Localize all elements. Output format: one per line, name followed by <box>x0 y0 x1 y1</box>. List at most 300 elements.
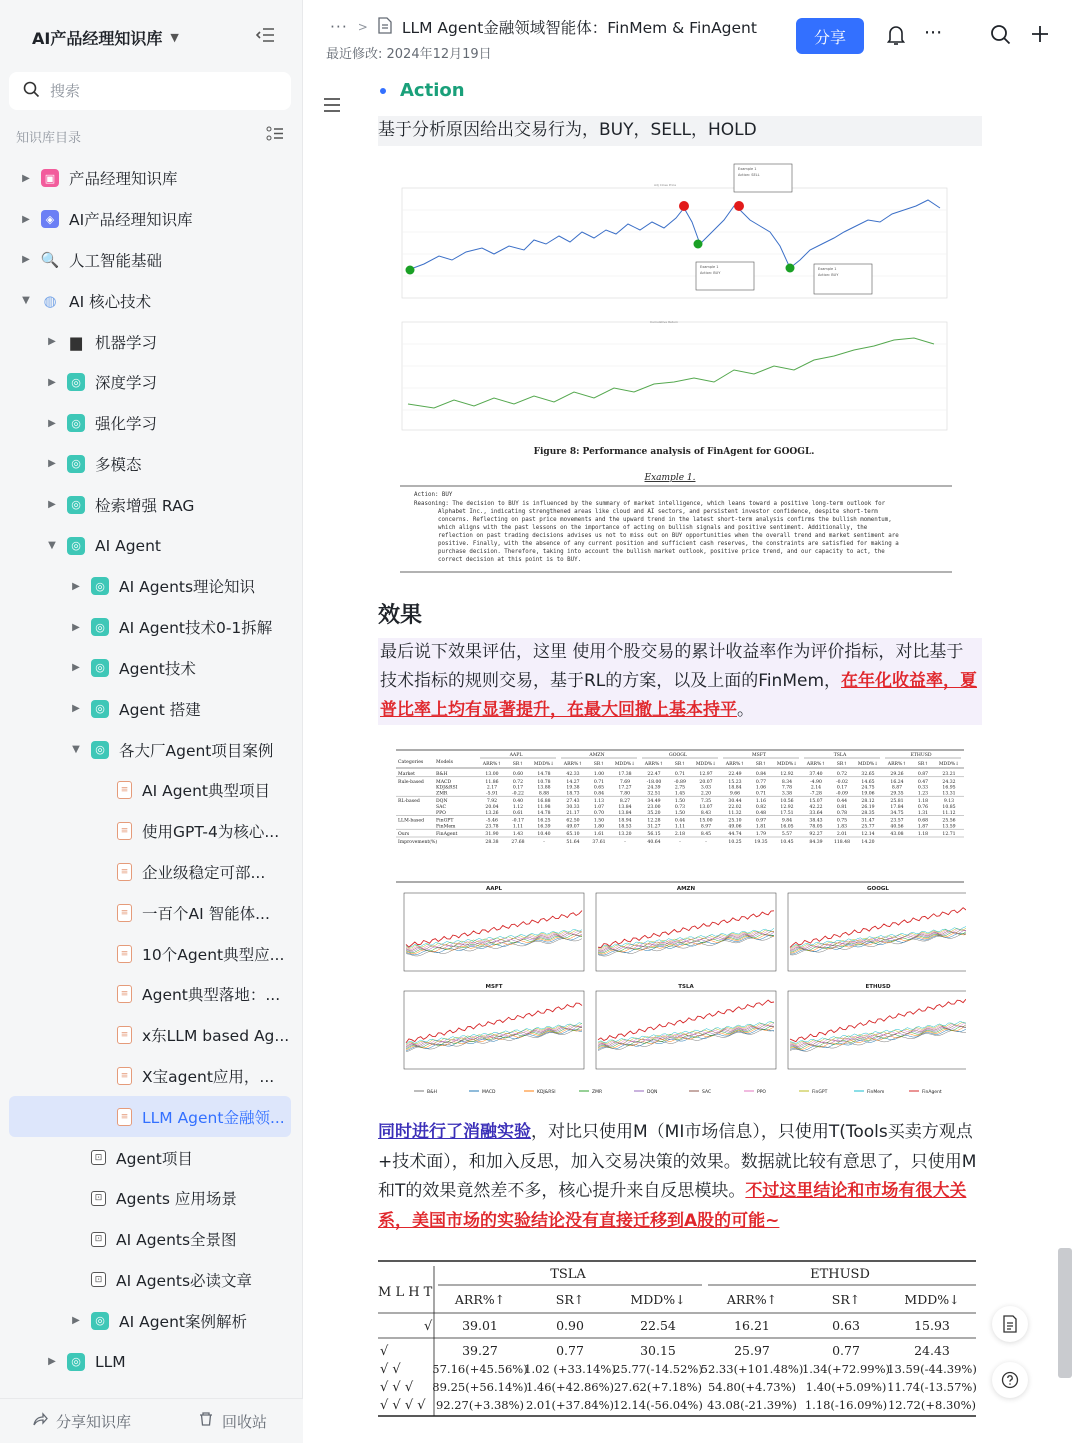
outline-toggle-icon[interactable] <box>322 96 342 119</box>
subplot-frame <box>404 893 584 971</box>
doc-action-icon[interactable] <box>992 1306 1028 1342</box>
table-cell: 0.44 <box>836 799 848 805</box>
ablation-cell: 22.54 <box>640 1318 676 1333</box>
ablation-row-marks: √ √ √ <box>380 1380 414 1395</box>
caret-right-icon[interactable]: ▶ <box>72 580 80 592</box>
table-cell: 1.45 <box>674 791 686 797</box>
table-cell: -0.17 <box>512 818 524 824</box>
tree-item-rl[interactable]: ▶ ◎ 强化学习 <box>9 403 291 444</box>
table-cell: 33.64 <box>809 810 823 816</box>
subplot-series-line <box>790 930 966 951</box>
collapse-sidebar-icon[interactable] <box>256 26 278 46</box>
ablation-cell: 52.33(+101.48%) <box>700 1362 804 1376</box>
share-icon <box>32 1411 48 1431</box>
table-category: Market <box>398 772 415 777</box>
tree-item-doc[interactable]: ≡ 使用GPT-4为核心... <box>9 811 291 852</box>
trash-icon <box>198 1411 214 1431</box>
subplot-frame <box>596 893 776 971</box>
table-sub-header: MDD%↓ <box>533 762 555 767</box>
table-sub-header: MDD%↓ <box>695 762 717 767</box>
tree-item-doc[interactable]: ≡ 10个Agent典型应... <box>9 933 291 974</box>
table-cell: 30.33 <box>566 805 580 810</box>
table-cell: 1.31 <box>917 810 929 816</box>
ablation-col-header: MDD%↓ <box>630 1292 686 1307</box>
table-cell: 34.75 <box>890 810 904 816</box>
table-cell: 1.07 <box>593 805 605 810</box>
tree-item-dl[interactable]: ▶ ◎ 深度学习 <box>9 362 291 403</box>
tree-item-board[interactable]: ⊡ AI Agents全景图 <box>9 1219 291 1260</box>
subplot-series-line <box>406 929 582 947</box>
table-cell: 15.00 <box>699 818 713 824</box>
table-group-header: AAPL <box>509 753 523 758</box>
caret-right-icon[interactable]: ▶ <box>48 336 56 348</box>
caret-right-icon[interactable]: ▶ <box>72 1315 80 1327</box>
table-category: RL-based <box>398 799 420 805</box>
table-cell: 25.56 <box>942 818 956 824</box>
table-cell: 18.94 <box>618 818 632 824</box>
kb-title-dropdown[interactable] <box>32 26 179 49</box>
table-sub-header: SR↑ <box>917 762 929 767</box>
ablation-cell: 54.80(+4.73%) <box>707 1380 797 1394</box>
caret-down-icon[interactable]: ▼ <box>22 295 30 307</box>
table-cell: -0.02 <box>836 779 848 785</box>
caret-right-icon[interactable]: ▶ <box>22 172 30 184</box>
tree-item-agent-cases[interactable]: ▼ ◎ 各大厂Agent项目案例 <box>9 729 291 770</box>
caret-down-icon: ▼ <box>170 31 179 44</box>
figure-ablation-table <box>378 1258 978 1418</box>
document-icon <box>378 17 392 38</box>
table-cell: 19.38 <box>566 785 580 791</box>
table-cell: 23.21 <box>942 772 956 777</box>
ablation-col-header: ARR%↑ <box>726 1292 778 1307</box>
last-modified: 最近修改: 2024年12月19日 <box>326 47 492 62</box>
legend-label: DQN <box>647 1090 658 1095</box>
table-cell: 8.97 <box>700 824 712 830</box>
tree-item-ai-basics[interactable]: ▶ 🔍 人工智能基础 <box>9 240 291 281</box>
table-cell: 11.12 <box>942 810 956 816</box>
tree-item-board[interactable]: ⊡ AI Agents必读文章 <box>9 1260 291 1301</box>
table-cell: 10.85 <box>942 805 956 810</box>
ablation-cell: 92.27(+3.38%) <box>435 1398 525 1412</box>
tree-item-ai-core[interactable]: ▼ ◍ AI 核心技术 <box>9 280 291 321</box>
table-cell: - <box>543 840 545 845</box>
table-cell: 1.00 <box>593 772 605 777</box>
ablation-mlht-header: M L H T <box>378 1285 433 1300</box>
table-group-header: TSLA <box>833 753 847 758</box>
table-cell: 40.64 <box>647 840 661 845</box>
ablation-cell: 39.27 <box>462 1343 498 1358</box>
table-cell: 0.75 <box>836 818 848 824</box>
ablation-col-header: ARR%↑ <box>454 1292 506 1307</box>
table-cell: 34.49 <box>647 799 661 805</box>
kb-title: AI产品经理知识库 <box>32 29 163 48</box>
doc-folder-icon: ◎ <box>67 496 85 514</box>
table-sub-header: ARR%↑ <box>806 762 826 767</box>
table-sub-header: SR↑ <box>755 762 767 767</box>
table-cell: 31.90 <box>485 832 499 838</box>
table-cell: 16.95 <box>942 785 956 791</box>
tree-item-pm-kb[interactable]: ▶ ▣ 产品经理知识库 <box>9 158 291 199</box>
table-header-cell: Models <box>436 760 453 765</box>
bell-icon[interactable] <box>886 24 906 51</box>
caret-right-icon[interactable]: ▶ <box>72 621 80 633</box>
table-cell: 0.87 <box>917 772 929 777</box>
table-cell: 7.80 <box>619 791 631 797</box>
legend-label: SAC <box>702 1090 712 1095</box>
directory-label: 知识库目录 <box>16 130 82 146</box>
figure1-action: Action: BUY <box>414 492 453 498</box>
legend-label: B&H <box>427 1090 437 1095</box>
svg-text:Action: BUY: Action: BUY <box>818 273 839 277</box>
kb-tree <box>9 158 291 1382</box>
breadcrumb <box>330 16 757 38</box>
ablation-cell: 30.15 <box>640 1343 676 1358</box>
caret-right-icon[interactable]: ▶ <box>72 662 80 674</box>
figure1-reasoning-line: Alphabet Inc., indicating strengthened areas like cloud and AI sectors, and persistent investor confidence, despite short-term <box>438 509 878 515</box>
doc-folder-icon: ◎ <box>67 414 85 432</box>
tree-item-llm[interactable]: ▶ ◎ LLM <box>9 1341 291 1382</box>
table-cell: 2.18 <box>674 832 686 838</box>
table-sub-header: MDD%↓ <box>614 762 636 767</box>
ablation-cell: 11.74(-13.57%) <box>887 1380 977 1394</box>
table-cell: 0.71 <box>593 779 605 785</box>
ablation-col-header: SR↑ <box>831 1292 861 1307</box>
tree-item-case-analysis[interactable]: ▶ ◎ AI Agent案例解析 <box>9 1300 291 1341</box>
table-cell: 13.20 <box>618 832 632 838</box>
search-box[interactable] <box>9 72 291 110</box>
table-sub-header: ARR%↑ <box>644 762 664 767</box>
more-icon[interactable]: ··· <box>924 22 943 44</box>
tree-item-doc[interactable]: ≡ Agent典型落地：... <box>9 974 291 1015</box>
table-cell: 28.12 <box>861 799 875 805</box>
figure1-example-title: Example 1. <box>644 473 696 483</box>
table-cell: 0.71 <box>674 772 686 777</box>
table-cell: 23.00 <box>647 805 661 810</box>
tree-item-doc[interactable]: ≡ AI Agent典型项目 <box>9 770 291 811</box>
ablation-cell: 25.77(-14.52%) <box>613 1362 703 1376</box>
directory-header <box>16 126 284 146</box>
ablation-cell: 2.01(+37.84%) <box>525 1398 615 1412</box>
table-cell: 23.78 <box>485 824 499 830</box>
table-cell: 1.11 <box>674 824 686 830</box>
table-cell: 14.27 <box>566 779 580 785</box>
table-cell: 0.44 <box>674 818 686 824</box>
document-icon: ≡ <box>117 1067 132 1085</box>
table-cell: 7.92 <box>486 799 498 805</box>
svg-text:Action: SELL: Action: SELL <box>738 173 760 177</box>
subplot-title: GOOGL <box>867 886 889 892</box>
table-cell: 14.65 <box>861 779 875 785</box>
caret-right-icon[interactable]: ▶ <box>48 1356 56 1367</box>
ablation-group-header: TSLA <box>550 1267 586 1282</box>
table-cell: 49.06 <box>728 824 742 830</box>
top-bar <box>304 0 1080 72</box>
caret-right-icon[interactable]: ▶ <box>48 376 56 388</box>
subplot-series-line <box>406 935 582 953</box>
table-cell: 20.07 <box>699 779 713 785</box>
table-sub-header: SR↑ <box>512 762 524 767</box>
tree-item-ai-pm-kb[interactable]: ▶ ◈ AI产品经理知识库 <box>9 199 291 240</box>
table-cell: -0.89 <box>674 779 686 785</box>
table-cell: 51.64 <box>566 840 580 845</box>
subplot-title: MSFT <box>485 984 503 990</box>
ablation-cell: 12.14(-56.04%) <box>613 1398 703 1412</box>
table-category: Ours <box>398 832 410 838</box>
help-icon[interactable] <box>992 1362 1028 1398</box>
ablation-cell: 1.46(+42.86%) <box>525 1380 615 1394</box>
table-cell: 1.43 <box>512 832 524 838</box>
caret-right-icon[interactable]: ▶ <box>22 213 30 225</box>
table-group-header: GOOGL <box>669 753 687 758</box>
ablation-cell: 1.40(+5.09%) <box>805 1380 887 1394</box>
subplot-series-line <box>406 911 582 948</box>
table-cell: 23.57 <box>890 818 904 824</box>
table-cell: 62.50 <box>566 818 580 824</box>
tree-item-board[interactable]: ⊡ Agents 应用场景 <box>9 1178 291 1219</box>
effect-highlight: 在年化收益率，夏普比率上均有显著提升，在最大回撤上基本持平 <box>380 671 978 720</box>
table-cell: 0.72 <box>512 779 524 785</box>
scrollbar-track[interactable] <box>1058 72 1072 1443</box>
caret-right-icon[interactable]: ▶ <box>22 254 30 266</box>
table-cell: 28.35 <box>861 810 875 816</box>
table-cell: 28.38 <box>485 840 499 845</box>
table-cell: 3.03 <box>700 785 712 791</box>
caret-down-icon[interactable]: ▼ <box>48 540 56 552</box>
table-cell: 12.97 <box>699 772 713 777</box>
doc-folder-icon: ◎ <box>91 700 109 718</box>
table-cell: 0.73 <box>674 805 686 810</box>
caret-right-icon[interactable]: ▶ <box>72 703 80 715</box>
share-kb-button[interactable]: 分享知识库 <box>32 1411 131 1432</box>
table-cell: 21.17 <box>566 810 580 816</box>
figure-finagent-googl <box>394 160 954 585</box>
tree-item-multimodal[interactable]: ▶ ◎ 多模态 <box>9 444 291 485</box>
table-cell: -4.90 <box>810 779 822 785</box>
table-cell: 22.47 <box>647 772 661 777</box>
trash-button[interactable]: 回收站 <box>198 1411 267 1432</box>
table-cell: 78.05 <box>809 824 823 830</box>
table-cell: 13.26 <box>485 810 499 816</box>
table-cell: 18.73 <box>566 791 580 797</box>
effect-text-end: 。 <box>737 700 754 720</box>
tree-item-board[interactable]: ⊡ Agent项目 <box>9 1137 291 1178</box>
document-icon: ≡ <box>117 985 132 1003</box>
figure1-reasoning-line: positive. Finally, with the absence of any current position and sufficient cash reserves, the constraints are satisfied for making a <box>438 541 899 547</box>
table-cell: 1.79 <box>755 832 767 838</box>
ablation-cell: 27.62(+7.18%) <box>613 1380 703 1394</box>
table-cell: 16.05 <box>780 824 794 830</box>
caret-right-icon[interactable]: ▶ <box>48 499 56 511</box>
table-cell: 92.27 <box>809 832 823 838</box>
table-sub-header: SR↑ <box>593 762 605 767</box>
document-icon: ≡ <box>117 1026 132 1044</box>
table-model: MACD <box>436 779 452 785</box>
table-cell: 1.12 <box>512 805 524 810</box>
tree-item-agent-tech[interactable]: ▶ ◎ Agent技术 <box>9 648 291 689</box>
table-cell: 9.84 <box>781 818 793 824</box>
table-cell: 10.25 <box>728 840 742 845</box>
table-cell: 8.88 <box>538 791 550 797</box>
ablation-cell: 57.16(+45.56%) <box>432 1362 528 1376</box>
tree-item-doc[interactable]: ≡ x东LLM based Ag... <box>9 1015 291 1056</box>
tree-item-doc[interactable]: ≡ 企业级稳定可部... <box>9 852 291 893</box>
ablation-col-header: MDD%↓ <box>904 1292 960 1307</box>
search-input[interactable] <box>50 82 270 100</box>
subplot-series-line <box>598 1023 774 1044</box>
figure1-reasoning-line: correct decision at this point is to BUY. <box>438 557 582 563</box>
doc-folder-icon: ◎ <box>67 1353 85 1371</box>
ablation-cell: 13.59(-44.39%) <box>887 1362 977 1376</box>
doc-folder-icon: ◎ <box>67 537 85 555</box>
table-cell: 14.78 <box>537 772 551 777</box>
ablation-cell: 1.18(-16.09%) <box>804 1398 888 1412</box>
table-cell: 0.65 <box>593 785 605 791</box>
table-cell: 25.10 <box>728 818 742 824</box>
legend-label: ZMR <box>592 1090 603 1095</box>
table-cell: 32.65 <box>861 772 875 777</box>
tree-item-doc[interactable]: ≡ 一百个AI 智能体... <box>9 892 291 933</box>
table-cell: 9.13 <box>943 799 955 805</box>
subplot-title: ETHUSD <box>865 984 891 990</box>
table-cell: 44.74 <box>728 832 742 838</box>
table-cell: 8.27 <box>619 799 631 805</box>
ablation-cell: 1.02 (+33.14%) <box>524 1362 616 1376</box>
subplot-series-line <box>406 1003 582 1043</box>
table-cell: 0.70 <box>593 810 605 816</box>
table-cell: 0.48 <box>755 810 767 816</box>
table-cell: 25.81 <box>890 799 904 805</box>
ablation-paragraph <box>378 1118 982 1236</box>
search-icon <box>23 81 40 102</box>
table-cell: 1.50 <box>674 810 686 816</box>
table-cell: 0.78 <box>836 810 848 816</box>
ablation-row-marks: √ √ √ √ <box>380 1398 426 1413</box>
table-cell: 1.83 <box>836 824 848 830</box>
bullet-dot <box>380 88 386 94</box>
caret-down-icon[interactable]: ▼ <box>72 744 80 756</box>
breadcrumb-more-icon[interactable]: ··· <box>330 18 348 36</box>
table-cell: 16.24 <box>890 779 904 785</box>
table-cell: 16.39 <box>537 824 551 830</box>
table-category: Improvement(%) <box>398 840 438 845</box>
table-cell: - <box>705 840 707 845</box>
svg-text:Cumulative Return: Cumulative Return <box>650 320 679 324</box>
board-icon: ⊡ <box>91 1272 106 1287</box>
tree-item-ai-agent[interactable]: ▼ ◎ AI Agent <box>9 525 291 566</box>
effect-paragraph <box>378 638 982 725</box>
ablation-cell: 39.01 <box>462 1318 498 1333</box>
table-cell: 20.04 <box>485 805 499 810</box>
table-cell: 22.49 <box>728 772 742 777</box>
table-cell: -7.28 <box>810 791 822 797</box>
tree-item-agent-build[interactable]: ▶ ◎ Agent 搭建 <box>9 688 291 729</box>
table-cell: 11.32 <box>728 810 742 816</box>
doc-folder-icon: ◎ <box>91 618 109 636</box>
table-cell: 0.47 <box>917 779 929 785</box>
tree-item-agent-tech-01[interactable]: ▶ ◎ AI Agent技术0-1拆解 <box>9 607 291 648</box>
table-cell: 1.06 <box>755 785 767 791</box>
scrollbar-thumb[interactable] <box>1058 1248 1072 1378</box>
table-cell: 37.40 <box>809 772 823 777</box>
tree-item-rag[interactable]: ▶ ◎ 检索增强 RAG <box>9 484 291 525</box>
legend-label: KDJ&RSI <box>537 1090 556 1095</box>
table-cell: 13.07 <box>699 805 713 810</box>
table-cell: 8.43 <box>700 810 712 816</box>
figure1-reasoning-line: reflection on past trading decisions advises us not to miss out on BUY opportunities when the overall trend and market sentiment are <box>438 533 899 539</box>
table-cell: 5.57 <box>781 832 793 838</box>
table-cell: 1.13 <box>593 799 605 805</box>
table-cell: 29.35 <box>890 791 904 797</box>
legend-label: FinMem <box>867 1090 885 1095</box>
share-button[interactable]: 分享 <box>796 18 864 54</box>
table-cell: 16.25 <box>537 818 551 824</box>
subplot-series-line <box>598 1025 774 1046</box>
legend-label: FinAgent <box>922 1090 942 1095</box>
table-cell: 31.27 <box>647 824 661 830</box>
doc-folder-icon: ◎ <box>91 1312 109 1330</box>
table-cell: 13.84 <box>618 810 632 816</box>
table-sub-header: MDD%↓ <box>857 762 879 767</box>
table-cell: 7.78 <box>781 785 793 791</box>
subplot-frame <box>788 893 966 971</box>
table-cell: 0.77 <box>755 779 767 785</box>
table-cell: 26.19 <box>861 805 875 810</box>
subplot-title: AAPL <box>485 886 503 892</box>
table-cell: 24.32 <box>942 779 956 785</box>
tree-item-agent-theory[interactable]: ▶ ◎ AI Agents理论知识 <box>9 566 291 607</box>
tree-item-ml[interactable]: ▶ ▆ 机器学习 <box>9 321 291 362</box>
table-cell: 12.92 <box>780 772 794 777</box>
action-paragraph: 基于分析原因给出交易行为，BUY，SELL，HOLD <box>378 116 982 146</box>
table-sub-header: ARR%↑ <box>887 762 907 767</box>
board-icon: ⊡ <box>91 1191 106 1206</box>
table-group-header: ETHUSD <box>910 753 932 758</box>
table-cell: 10.40 <box>537 832 551 838</box>
table-cell: -18.00 <box>646 779 662 785</box>
legend-label: FinGPT <box>812 1090 828 1095</box>
table-cell: 65.10 <box>566 832 580 838</box>
sidebar <box>0 0 303 1443</box>
subplot-title: AMZN <box>676 886 696 892</box>
table-cell: 1.11 <box>512 824 524 830</box>
table-model: ZMR <box>436 791 448 797</box>
table-cell: 42.33 <box>566 772 580 777</box>
tree-item-doc[interactable]: ≡ X宝agent应用，... <box>9 1056 291 1097</box>
table-cell: 18.84 <box>728 785 742 791</box>
kb-icon: ◈ <box>41 210 59 228</box>
table-model: DQN <box>436 799 448 805</box>
caret-right-icon[interactable]: ▶ <box>48 458 56 470</box>
table-model: SAC <box>436 805 446 810</box>
add-icon[interactable] <box>1030 24 1050 49</box>
table-cell: 35.20 <box>647 810 661 816</box>
doc-title[interactable]: LLM Agent金融领域智能体：FinMem & FinAgent <box>401 19 757 37</box>
ablation-cell: 43.08(-21.39%) <box>707 1398 797 1412</box>
document-icon: ≡ <box>117 904 132 922</box>
directory-options-icon[interactable] <box>266 126 284 146</box>
table-cell: 15.23 <box>728 779 742 785</box>
search-icon[interactable] <box>990 24 1011 50</box>
board-icon: ⊡ <box>91 1150 106 1165</box>
table-cell: 8.34 <box>781 779 793 785</box>
table-cell: 1.50 <box>593 818 605 824</box>
caret-right-icon[interactable]: ▶ <box>48 417 56 429</box>
subplot-series-line <box>790 1027 966 1050</box>
action-bullet <box>380 80 465 101</box>
table-model: KDJ&RSI <box>436 785 458 791</box>
tree-item-current-doc[interactable]: ≡ LLM Agent金融领... <box>9 1096 291 1137</box>
subplot-series-line <box>790 908 966 948</box>
